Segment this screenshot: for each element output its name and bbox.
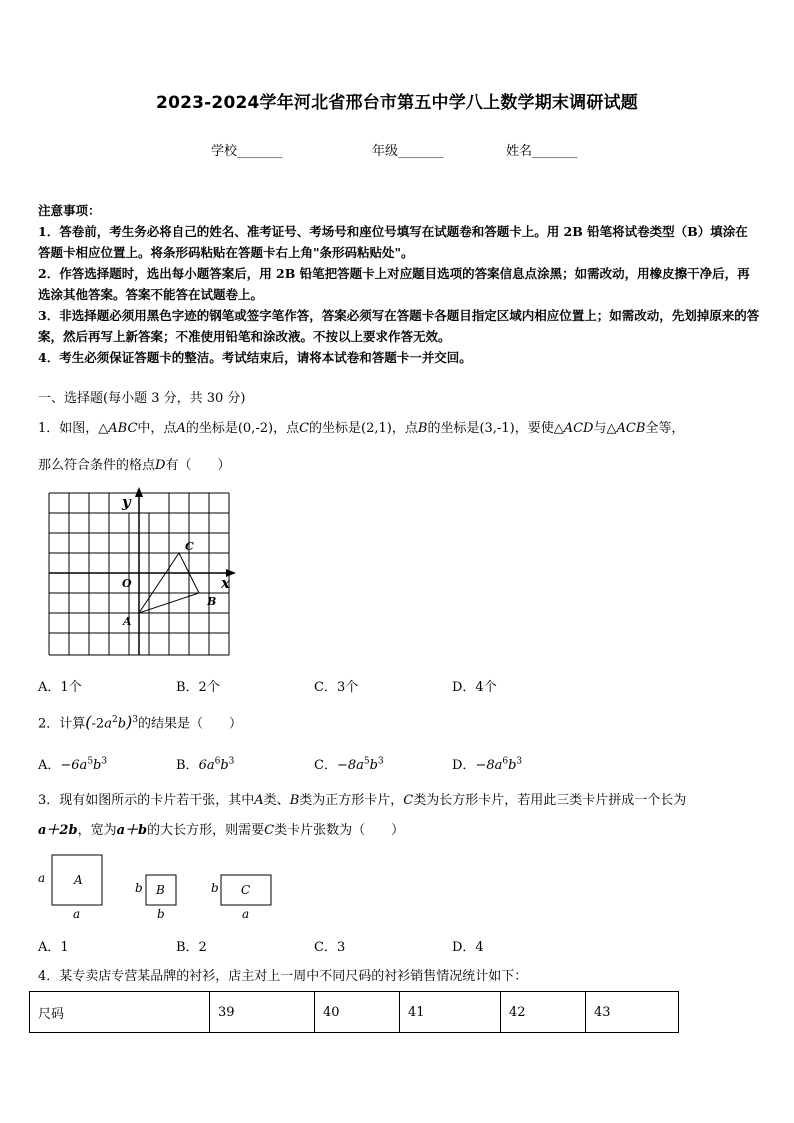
q1-option-b: B．2个 bbox=[176, 680, 220, 695]
grade-field: 年级_______ bbox=[372, 144, 444, 159]
q1-option-a: A．1个 bbox=[38, 680, 82, 695]
q3-option-b: B．2 bbox=[176, 940, 207, 955]
table-cell: 40 bbox=[315, 992, 400, 1033]
page-title: 2023-2024学年河北省邢台市第五中学八上数学期末调研试题 bbox=[156, 93, 638, 113]
label-y: y bbox=[122, 493, 131, 511]
q4-size-table bbox=[29, 991, 679, 1033]
q2-option-b: B．$6a^6b^3$ bbox=[176, 756, 235, 773]
q3-cards-figure bbox=[34, 852, 284, 924]
notes-block bbox=[38, 200, 760, 368]
card-a-side: a bbox=[38, 871, 46, 885]
card-c-side: b bbox=[211, 881, 219, 895]
q1-option-c: C．3个 bbox=[314, 680, 359, 695]
label-a: A bbox=[123, 615, 132, 628]
q2-stem: 2．计算$(-2a^2b)^3$的结果是（ ） bbox=[38, 712, 243, 732]
q3-stem-line1: 3．现有如图所示的卡片若干张，其中A类、B类为正方形卡片，C类为长方形卡片，若用此三类卡片拼成一个长为 bbox=[38, 793, 687, 808]
note-item-2: 2．作答选择题时，选出每小题答案后，用 2B 铅笔把答题卡上对应题目选项的答案信息点涂黑；如需改动，用橡皮擦干净后，再选涂其他答案。答案不能答在试题卷上。 bbox=[38, 266, 750, 302]
card-a-bottom: a bbox=[73, 907, 81, 921]
q3-stem-line2: a＋2b，宽为a＋b的大长方形，则需要C类卡片张数为（ ） bbox=[38, 823, 405, 838]
q3-option-d: D．4 bbox=[452, 940, 484, 955]
notes-heading: 注意事项： bbox=[38, 203, 101, 218]
label-b: B bbox=[207, 595, 217, 608]
school-field: 学校_______ bbox=[211, 144, 283, 159]
q1-option-d: D．4个 bbox=[452, 680, 497, 695]
table-cell: 41 bbox=[400, 992, 501, 1033]
note-item-4: 4．考生必须保证答题卡的整洁。考试结束后，请将本试卷和答题卡一并交回。 bbox=[38, 350, 472, 365]
table-cell: 尺码 bbox=[30, 992, 210, 1033]
q2-option-a: A．$-6a^5b^3$ bbox=[38, 756, 108, 773]
section-heading: 一、选择题(每小题 3 分，共 30 分) bbox=[38, 391, 246, 406]
card-b-label: B bbox=[156, 883, 165, 897]
card-b-bottom: b bbox=[157, 907, 165, 921]
q1-stem-line1: 1．如图，△ABC中，点A的坐标是(0,-2)，点C的坐标是(2,1)，点B的坐标是(3,-1)，要使△ACD与△ACB全等， bbox=[38, 421, 685, 436]
table-cell: 43 bbox=[586, 992, 679, 1033]
card-c-bottom: a bbox=[242, 907, 250, 921]
label-c: C bbox=[185, 540, 194, 553]
q2-expression: ( bbox=[85, 712, 92, 732]
card-b-side: b bbox=[135, 881, 143, 895]
q2-option-c: C．$-8a^5b^3$ bbox=[314, 756, 384, 773]
note-item-3: 3．非选择题必须用黑色字迹的钢笔或签字笔作答，答案必须写在答题卡各题目指定区域内相应位置上；如需改动，先划掉原来的答案，然后再写上新答案；不准使用铅笔和涂改液。不按以上要求作答无效。 bbox=[38, 308, 760, 344]
q1-stem-line2: 那么符合条件的格点D有（ ） bbox=[38, 458, 231, 473]
q2-option-d: D．$-8a^6b^3$ bbox=[452, 756, 523, 773]
label-o: O bbox=[122, 577, 132, 590]
q4-stem: 4．某专卖店专营某品牌的衬衫，店主对上一周中不同尺码的衬衫销售情况统计如下： bbox=[38, 969, 528, 984]
table-row bbox=[30, 992, 679, 1033]
note-item-1: 1．答卷前，考生务必将自己的姓名、准考证号、考场号和座位号填写在试题卷和答题卡上。用 2B 铅笔将试卷类型（B）填涂在答题卡相应位置上。将条形码粘贴在答题卡右上角"条形码粘贴处"。 bbox=[38, 224, 748, 260]
y-axis-arrow bbox=[135, 487, 143, 497]
table-cell: 39 bbox=[210, 992, 315, 1033]
q1-grid-figure bbox=[44, 487, 240, 659]
card-c-label: C bbox=[241, 883, 251, 897]
card-a-label: A bbox=[74, 873, 83, 887]
q3-option-c: C．3 bbox=[314, 940, 346, 955]
label-x: x bbox=[221, 574, 230, 592]
table-cell: 42 bbox=[501, 992, 586, 1033]
q3-option-a: A．1 bbox=[38, 940, 69, 955]
name-field: 姓名_______ bbox=[506, 144, 578, 159]
